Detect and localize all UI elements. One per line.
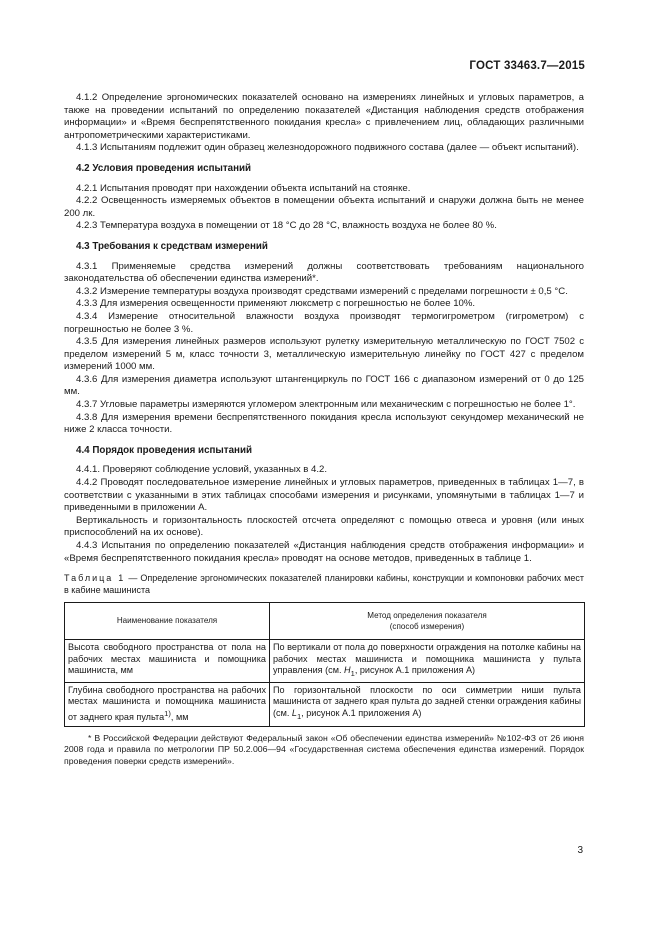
table-cell-method	[270, 682, 585, 726]
paragraph-4-3-4: 4.3.4 Измерение относительной влажности воздуха производят термогигрометром (гигрометром) с погрешностью не более 3 %.	[64, 310, 584, 335]
table-caption-text: — Определение эргономических показателей планировки кабины, конструкции и компоновки рабочих мест в кабине машиниста	[64, 573, 584, 595]
footnote-ref: 1)	[164, 708, 171, 718]
method-text: По вертикали от пола до поверхности ограждения на потолке кабины на рабочих местах машиниста и помощника машиниста у пульта управления (см.	[273, 642, 581, 676]
symbol-l: L	[291, 707, 297, 718]
paragraph-4-4-2-continued: Вертикальность и горизонтальность плоскостей отсчета определяют с помощью отвеса и уровня (или иных приспособлений на их основе).	[64, 514, 584, 539]
paragraph-4-4-3: 4.4.3 Испытания по определению показателей «Дистанция наблюдения средств отображения информации» и «Время беспрепятственного покидания кресла» проводят на основе методов, приведенных в таблице 1.	[64, 540, 584, 564]
paragraph-4-4-1: 4.4.1. Проверяют соблюдение условий, указанных в 4.2.	[76, 464, 328, 476]
paragraph-4-2-3: 4.2.3 Температура воздуха в помещении от 18 °С до 28 °С, влажность воздуха не более 80 %.	[76, 220, 497, 232]
page-number: 3	[577, 845, 583, 856]
table-cell-method	[270, 640, 585, 683]
table-header-row	[65, 603, 585, 640]
method-text-end: , рисунок А.1 приложения А)	[354, 665, 476, 676]
table-label: Таблица 1	[64, 573, 126, 584]
table-column-header-method	[270, 603, 585, 640]
table-cell-indicator	[65, 682, 270, 726]
paragraph-4-3-7: 4.3.7 Угловые параметры измеряются угломером электронным или механическим с погрешностью не более 1°.	[76, 399, 576, 411]
method-header-line-2: (способ измерения)	[389, 622, 465, 632]
table-cell-indicator: Высота свободного пространства от пола на рабочих местах машиниста и помощника машиниста, мм	[65, 640, 270, 683]
indicator-text: Глубина свободного пространства на рабочих местах машиниста и помощника машиниста от заднего края пульта	[68, 684, 266, 722]
table-column-header-indicator: Наименование показателя	[65, 603, 270, 640]
table-1	[64, 602, 585, 726]
symbol-h: H	[344, 665, 351, 676]
method-header-line-1: Метод определения показателя	[367, 610, 487, 620]
footnote: * В Российской Федерации действуют Федеральный закон «Об обеспечении единства измерений» №102-ФЗ от 26 июня 2008 года и правила по метрологии ПР 50.2.006—94 «Государственная система обеспечения единства измерений. Порядок проведения поверки средств измерений».	[64, 732, 584, 766]
table-caption	[64, 573, 584, 596]
document-body	[64, 92, 584, 776]
paragraph-4-3-5: 4.3.5 Для измерения линейных размеров используют рулетку измерительную металлическую по ГОСТ 7502 с пределом измерений 5 м, класс точности 3, металлическую измерительную линейку по ГОСТ 427 с пределом измерений 1000 мм.	[64, 336, 584, 373]
paragraph-4-2-2: 4.2.2 Освещенность измеряемых объектов в помещении объекта испытаний и снаружи должна быть не менее 200 лк.	[64, 195, 584, 219]
section-heading-4-4: 4.4 Порядок проведения испытаний	[76, 444, 253, 456]
document-header: ГОСТ 33463.7—2015	[469, 60, 585, 72]
section-heading-4-2: 4.2 Условия проведения испытаний	[76, 162, 252, 174]
section-heading-4-3: 4.3 Требования к средствам измерений	[76, 240, 268, 252]
paragraph-4-1-3: 4.1.3 Испытаниям подлежит один образец железнодорожного подвижного состава (далее — объект испытаний).	[76, 142, 579, 154]
paragraph-4-3-2: 4.3.2 Измерение температуры воздуха производят средствами измерений с пределами погрешности ± 0,5 °С.	[76, 285, 568, 297]
paragraph-4-3-8: 4.3.8 Для измерения времени беспрепятственного покидания кресла используют секундомер механический не ниже 2 класса точности.	[64, 411, 584, 436]
paragraph-4-3-6: 4.3.6 Для измерения диаметра используют штангенциркуль по ГОСТ 166 с диапазоном измерений от 0 до 125 мм.	[64, 373, 584, 398]
symbol-subscript: 1	[296, 711, 302, 721]
table-row	[65, 640, 585, 683]
table-row	[65, 682, 585, 726]
method-text-end: , рисунок А.1 приложения А)	[301, 707, 422, 718]
paragraph-4-3-3: 4.3.3 Для измерения освещенности применяют люксметр с погрешностью не более 10%.	[76, 298, 476, 310]
paragraph-4-4-2: 4.4.2 Проводят последовательное измерение линейных и угловых параметров, приведенных в таблицах 1—7, в соответствии с указанными в этих таблицах способами измерения и рисунками, упомянутыми в таблицах 1—7 и приведенными в приложении А.	[64, 477, 584, 514]
method-text: По горизонтальной плоскости по оси симметрии ниши пульта машиниста от заднего края пульта до задней стенки ограждения кабины (см.	[273, 684, 581, 718]
symbol-subscript: 1	[350, 669, 355, 679]
paragraph-4-2-1: 4.2.1 Испытания проводят при нахождении объекта испытаний на стоянке.	[76, 182, 411, 194]
paragraph-4-1-2: 4.1.2 Определение эргономических показателей основано на измерениях линейных и угловых параметров, а также на проведении испытаний по определению показателей «Дистанция наблюдения средств отображения информации» и «Время беспрепятственного покидания кресла» с привлечением лиц, обладающих различными антропометрическими характеристиками.	[64, 92, 584, 141]
indicator-text-end: , мм	[170, 712, 189, 722]
paragraph-4-3-1: 4.3.1 Применяемые средства измерений должны соответствовать требованиям национального законодательства об обеспечении единства измерений*.	[64, 260, 584, 285]
